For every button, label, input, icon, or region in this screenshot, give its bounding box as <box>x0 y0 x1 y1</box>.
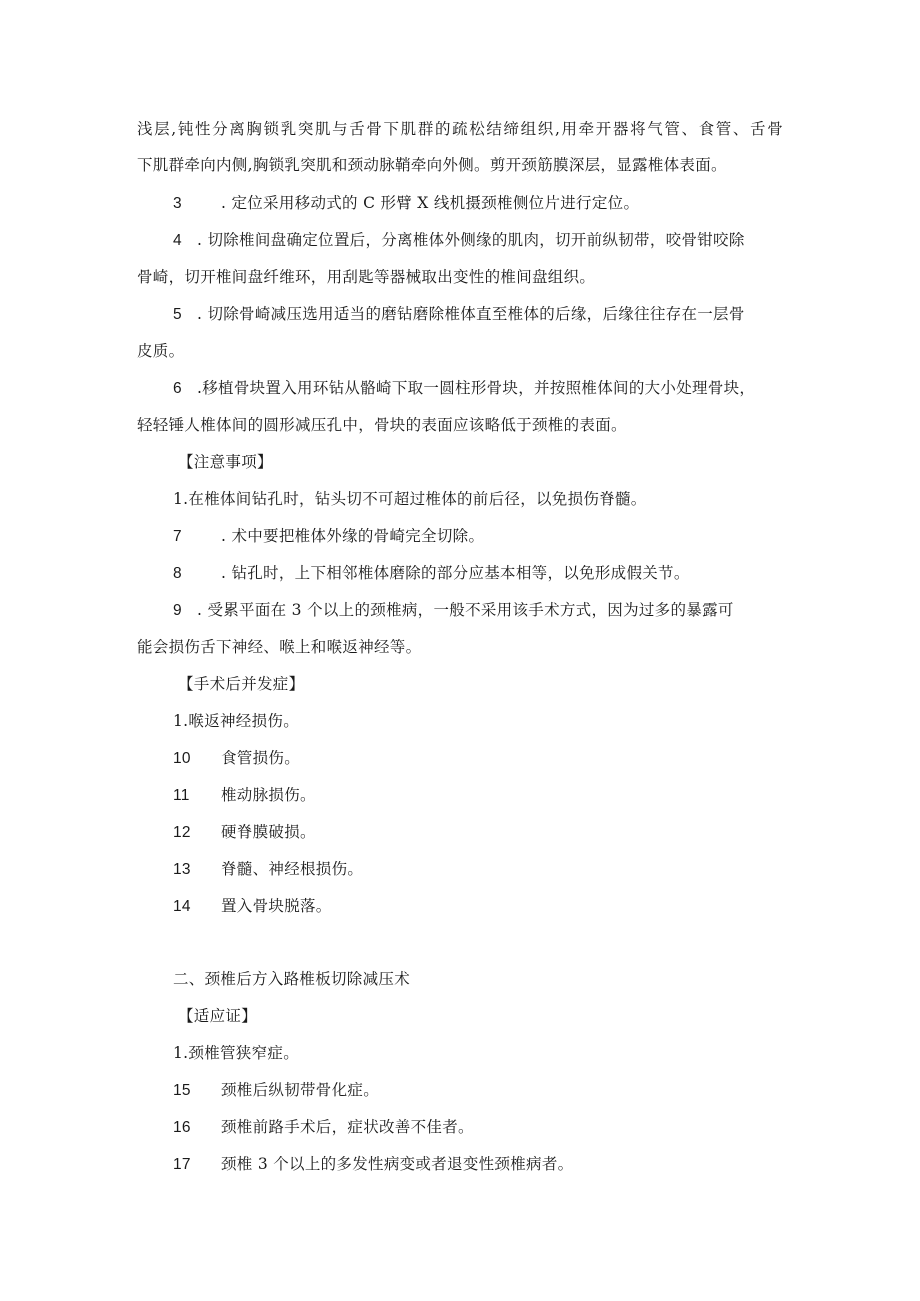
complication-item <box>173 895 332 918</box>
complication-item <box>173 858 363 881</box>
step-number: 3 <box>173 195 182 212</box>
step-text: .移植骨块置入用环钻从骼崎下取一圆柱形骨块，并按照椎体间的大小处理骨块， <box>197 379 756 397</box>
item-text: 脊髓、神经根损伤。 <box>221 860 364 878</box>
paragraph-line: 皮质。 <box>137 342 185 360</box>
step-text: . 定位采用移动式的 C 形臂 X 线机摄颈椎侧位片进行定位。 <box>221 194 640 212</box>
note-number: 7 <box>173 528 182 545</box>
note-1: 1.在椎体间钻孔时，钻头切不可超过椎体的前后径，以免损伤脊髓。 <box>173 490 647 508</box>
step-number: 4 <box>173 232 182 249</box>
indication-item <box>173 1079 379 1102</box>
note-9 <box>173 599 734 622</box>
step-3 <box>173 192 639 215</box>
step-text: . 切除椎间盘确定位置后，分离椎体外侧缘的肌肉，切开前纵韧带，咬骨钳咬除 <box>197 231 745 249</box>
note-number: 9 <box>173 602 182 619</box>
note-text: . 术中要把椎体外缘的骨崎完全切除。 <box>221 527 485 545</box>
note-text: . 钻孔时，上下相邻椎体磨除的部分应基本相等，以免形成假关节。 <box>221 564 690 582</box>
step-text: . 切除骨崎减压选用适当的磨钻磨除椎体直至椎体的后缘，后缘往往存在一层骨 <box>197 305 745 323</box>
item-text: 椎动脉损伤。 <box>221 786 316 804</box>
paragraph-line: 下肌群牵向内侧,胸锁乳突肌和颈动脉鞘牵向外侧。剪开颈筋膜深层，显露椎体表面。 <box>137 156 727 174</box>
step-6 <box>173 377 755 400</box>
note-7 <box>173 525 484 548</box>
note-number: 8 <box>173 565 182 582</box>
section-title: 二、颈椎后方入路椎板切除减压术 <box>173 970 411 988</box>
paragraph-line: 骨崎，切开椎间盘纤维环，用刮匙等器械取出变性的椎间盘组织。 <box>137 268 596 286</box>
item-number: 11 <box>173 787 190 804</box>
note-8 <box>173 562 690 585</box>
item-number: 12 <box>173 824 191 841</box>
note-text: . 受累平面在 3 个以上的颈椎病，一般不采用该手术方式，因为过多的暴露可 <box>197 601 734 619</box>
indication-1: 1.颈椎管狭窄症。 <box>173 1044 299 1062</box>
step-number: 6 <box>173 380 182 397</box>
complication-1: 1.喉返神经损伤。 <box>173 712 299 730</box>
item-number: 17 <box>173 1156 191 1173</box>
item-text: 置入骨块脱落。 <box>221 897 332 915</box>
step-4 <box>173 229 745 252</box>
paragraph-line: 浅层,钝性分离胸锁乳突肌与舌骨下肌群的疏松结缔组织,用牵开器将气管、食管、舌骨 <box>137 120 783 138</box>
complication-item <box>173 821 316 844</box>
item-number: 15 <box>173 1082 191 1099</box>
item-number: 14 <box>173 898 191 915</box>
item-number: 16 <box>173 1119 191 1136</box>
indication-item <box>173 1116 474 1139</box>
complication-item <box>173 747 300 770</box>
paragraph-line: 能会损伤舌下神经、喉上和喉返神经等。 <box>137 638 422 656</box>
item-text: 硬脊膜破损。 <box>221 823 316 841</box>
step-5 <box>173 303 745 326</box>
complication-item <box>173 784 316 807</box>
item-number: 13 <box>173 861 191 878</box>
item-text: 颈椎 3 个以上的多发性病变或者退变性颈椎病者。 <box>221 1155 574 1173</box>
item-text: 颈椎后纵韧带骨化症。 <box>221 1081 380 1099</box>
complications-heading: 【手术后并发症】 <box>178 675 305 693</box>
indication-item <box>173 1153 573 1176</box>
item-number: 10 <box>173 750 191 767</box>
step-number: 5 <box>173 306 182 323</box>
notes-heading: 【注意事项】 <box>178 453 273 471</box>
paragraph-line: 轻轻锤人椎体间的圆形减压孔中，骨块的表面应该略低于颈椎的表面。 <box>137 416 627 434</box>
item-text: 颈椎前路手术后，症状改善不佳者。 <box>221 1118 474 1136</box>
indications-heading: 【适应证】 <box>178 1007 258 1025</box>
item-text: 食管损伤。 <box>221 749 301 767</box>
